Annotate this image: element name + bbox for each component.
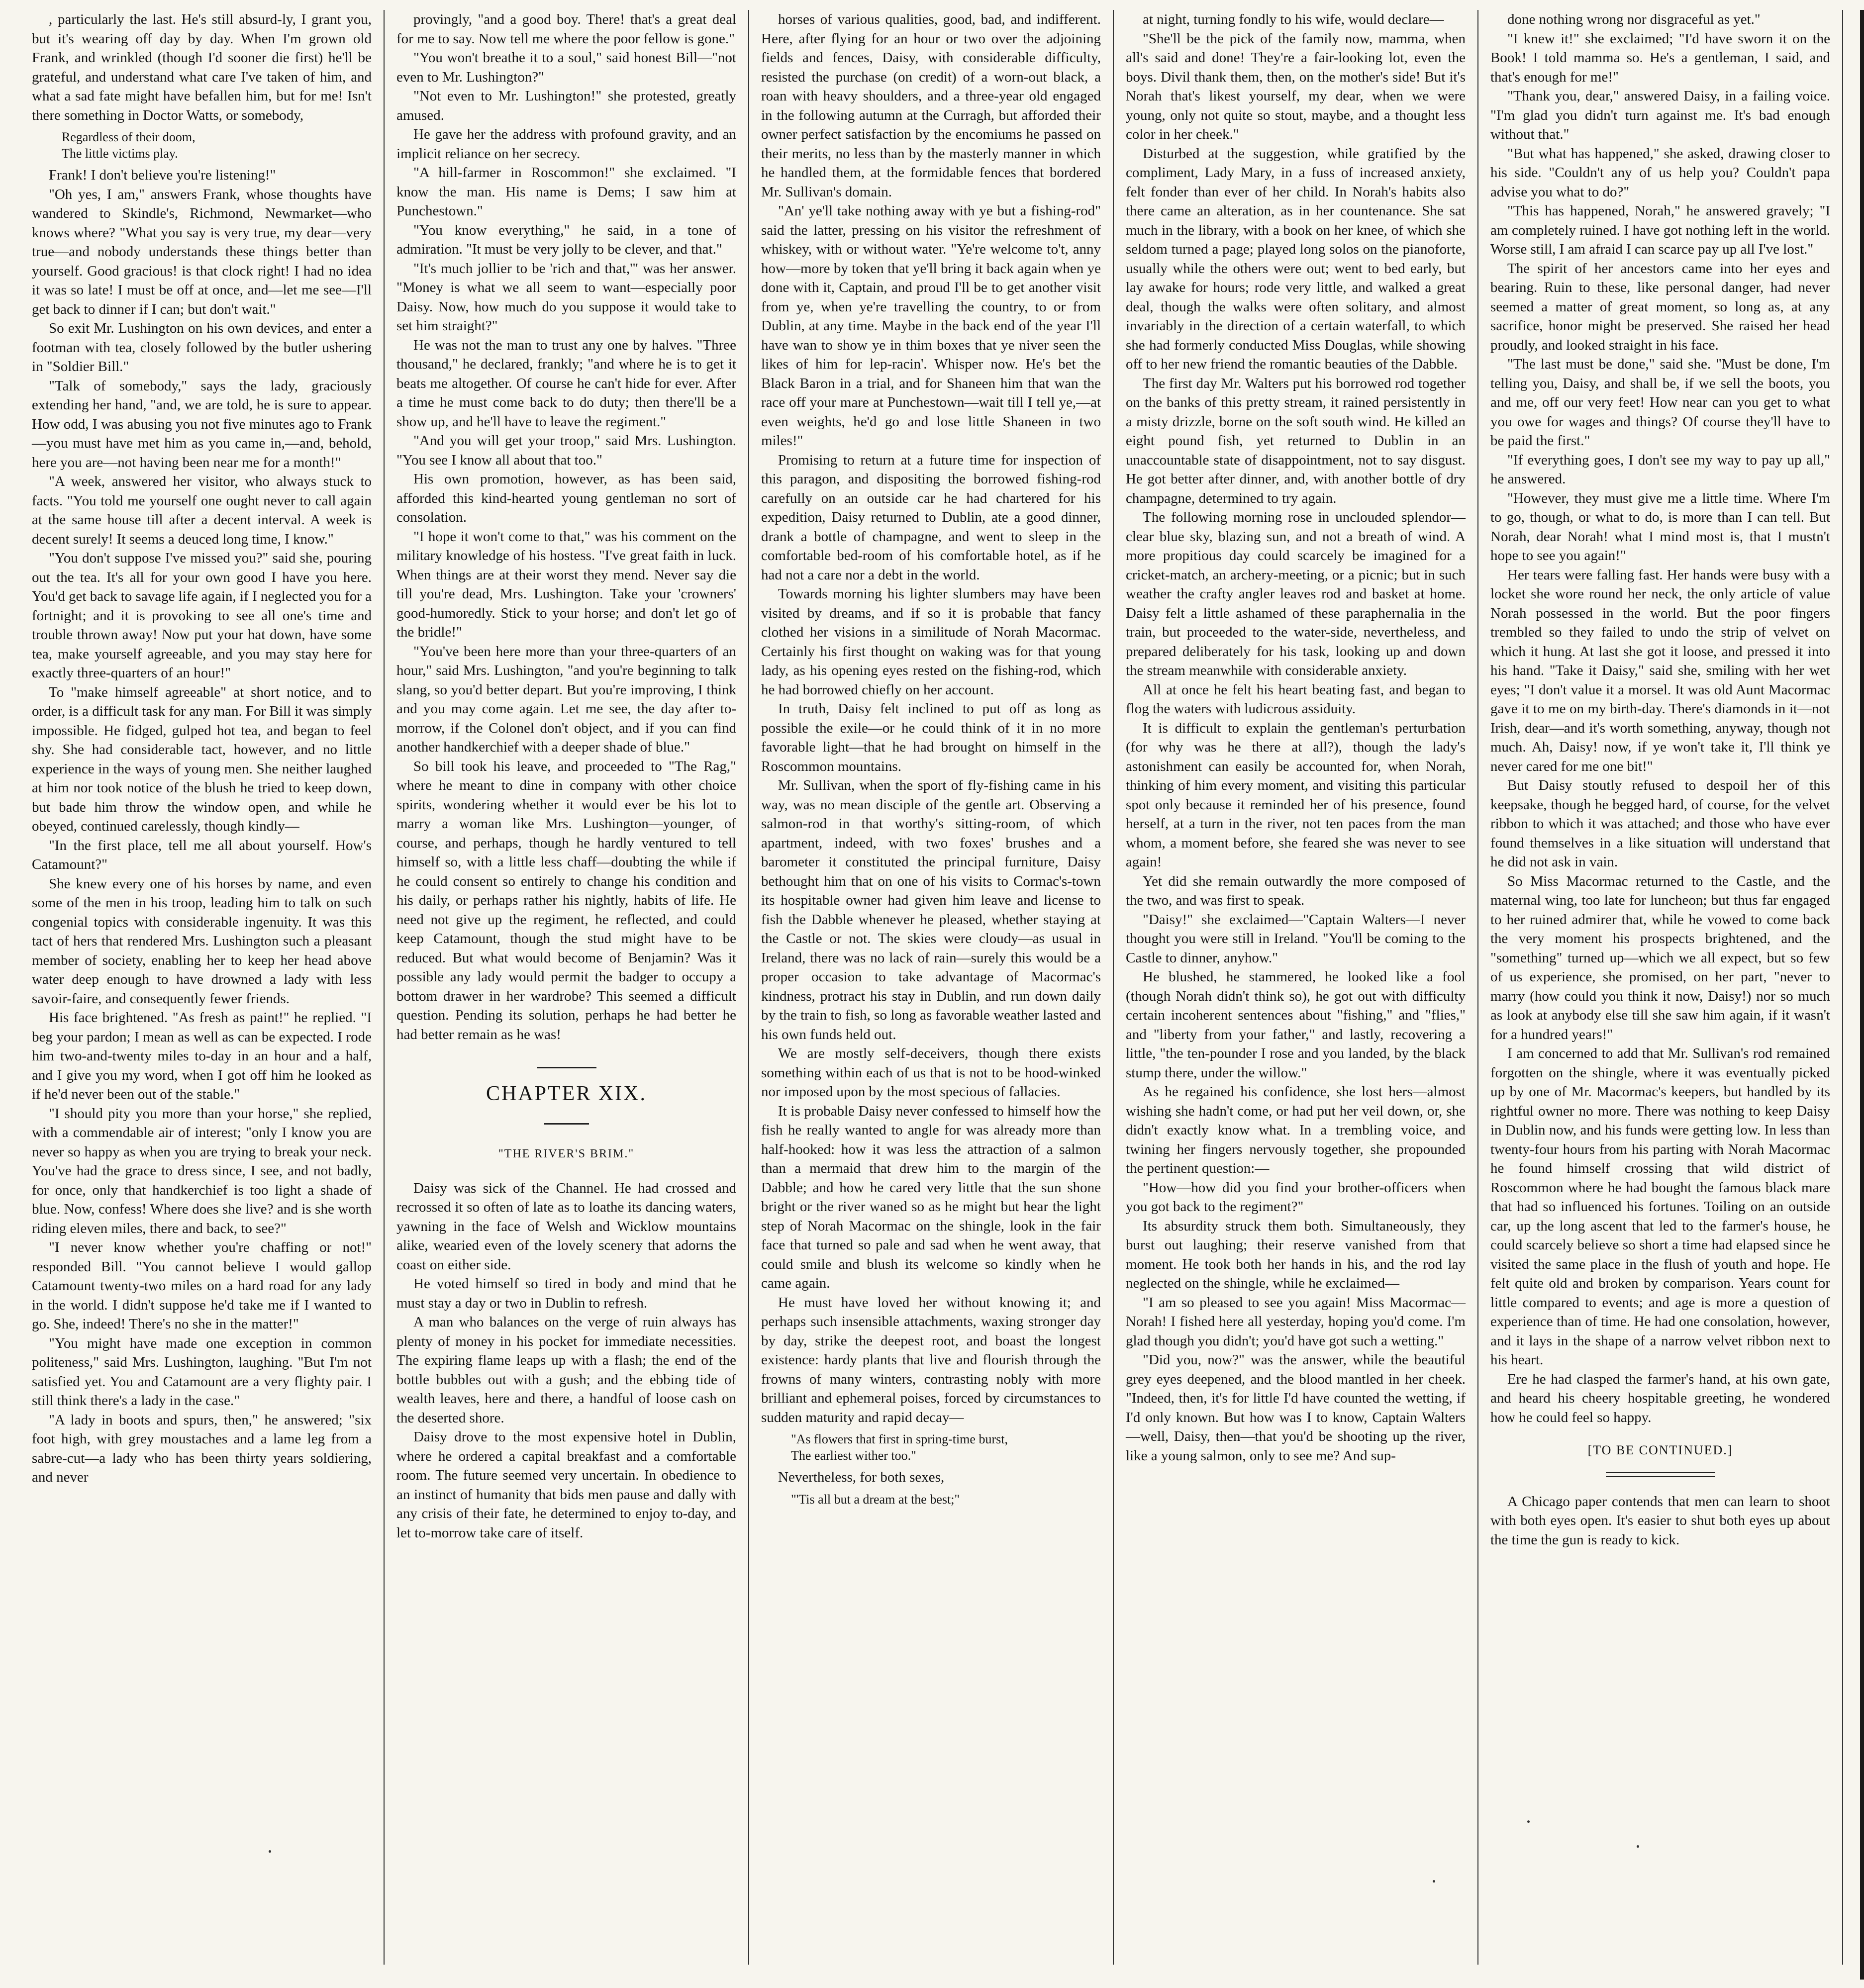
paragraph: As he regained his confidence, she lost hers—almost wishing she hadn't come, or had put her veil down, or, she didn't exactly know what. In a trembling voice, and twining her fingers nervously together, she propounded the pertinent question:— xyxy=(1126,1084,1466,1176)
paragraph: "I hope it won't come to that," was his comment on the military knowledge of his hostess. "I've great faith in luck. When things are at their worst they mend. Never say die till you're dead, Mrs. Lushington. Take your 'crowners' good-humoredly. Stick to your horse; and don't let go of the bridle!" xyxy=(396,528,736,640)
paragraph: Mr. Sullivan, when the sport of fly-fishing came in his way, was no mean disciple of the gentle art. Observing a salmon-rod in that worthy's sitting-room, of which apartment, indeed, with two foxes' brushes and a barometer it constituted the principal furniture, Daisy bethought him that on one of his visits to Cormac's-town its hospitable owner had given him leave and license to fish the Dabble whenever he pleased, whether staying at the Castle or not. The skies were cloudy—as usual in Ireland, there was no lack of rain—surely this would be a proper occasion to take advantage of Macormac's kindness, protract his stay in Dublin, and run down daily by the train to fish, so long as favorable weather lasted and his own funds held out. xyxy=(761,777,1101,1042)
paragraph: "She'll be the pick of the family now, mamma, when all's said and done! They're a fair-looking lot, even the boys. Divil thank them, then, on the mother's side! But it's Norah that's likest yourself, my dear, when we were young, only not quite so stout, maybe, and a thought less color in her cheek." xyxy=(1126,30,1466,142)
paragraph: "In the first place, tell me all about yourself. How's Catamount?" xyxy=(32,837,372,872)
paragraph: "But what has happened," she asked, drawing closer to his side. "Couldn't any of us help you? Couldn't papa advise you what to do?" xyxy=(1490,145,1830,200)
column-2 xyxy=(385,10,749,1965)
paragraph: "An' ye'll take nothing away with ye but a fishing-rod" said the latter, pressing on his visitor the refreshment of whiskey, with or without water. "Ye're welcome to't, anny how—more by token that ye'll bring it back again when ye done with it, Captain, and proud I'll be to get another visit from ye, when ye're travelling the country, to or from Dublin, at any time. Maybe in the back end of the year I'll have wan to show ye in thim boxes that ye niver seen the likes of him for lep-racin'. Whisper now. He's bet the Black Baron in a trial, and for Shaneen him that wan the race off your mare at Punchestown—wait till I tell ye,—at even weights, he'd go and lose little Shaneen in two miles!" xyxy=(761,203,1101,449)
col1-paras xyxy=(32,10,372,125)
paragraph: provingly, "and a good boy. There! that's a great deal for me to say. Now tell me where the poor fellow is gone." xyxy=(396,11,736,47)
paragraph: But Daisy stoutly refused to despoil her of this keepsake, though he begged hard, of course, for the velvet ribbon to which it was attached; and those who have ever found themselves in a like situation will understand that he did not ask in vain. xyxy=(1490,777,1830,870)
print-speck xyxy=(1637,1845,1639,1848)
verse-block xyxy=(791,1431,1101,1464)
paragraph: "I knew it!" she exclaimed; "I'd have sworn it on the Book! I told mamma so. He's a gentleman, I said, and that's enough for me!" xyxy=(1490,30,1830,85)
paragraph: "This has happened, Norah," he answered gravely; "I am completely ruined. I have got nothing left in the world. Worse still, I am afraid I can scarce pay up all I've lost." xyxy=(1490,203,1830,257)
paragraph: Daisy was sick of the Channel. He had crossed and recrossed it so often of late as to loathe its dancing waters, yawning in the face of Welsh and Wicklow mountains alike, wearied even of the lovely scenery that adorns the coast on either side. xyxy=(396,1180,736,1273)
paragraph: "Oh yes, I am," answers Frank, whose thoughts have wandered to Skindle's, Richmond, Newmarket—who knows where? "What you say is very true, my dear—very true—and nobody understands these things better than yourself. Good gracious! is that clock right! I had no idea it was so late! I must be off at once, and—let me see—I'll get back to dinner if I can; but don't wait." xyxy=(32,186,372,317)
paragraph: Towards morning his lighter slumbers may have been visited by dreams, and if so it is probable that fancy clothed her visions in a similitude of Norah Macormac. Certainly his first thought on waking was for that young lady, as his opening eyes rested on the fishing-rod, which he had borrowed chiefly on her account. xyxy=(761,586,1101,698)
chapter-title: CHAPTER XIX. xyxy=(486,1082,647,1105)
column-1 xyxy=(20,10,385,1965)
filler-paragraph: A Chicago paper contends that men can learn to shoot with both eyes open. It's easier to shut both eyes up about the time the gun is ready to kick. xyxy=(1490,1493,1830,1548)
paragraph: "You've been here more than your three-quarters of an hour," said Mrs. Lushington, "and you're beginning to talk slang, so you'd better depart. But you're improving, I think and you may come again. Let me see, the day after to-morrow, if the Colonel don't object, and if you can find another handkerchief with a deeper shade of blue." xyxy=(396,643,736,755)
paragraph: "You don't suppose I've missed you?" said she, pouring out the tea. It's all for your own good I have you here. You'd get back to savage life again, if I neglected you for a fortnight; and it is provoking to see all one's time and trouble thrown away! Now put your hat down, have some tea, make yourself agreeable, and you may stay here for exactly three-quarters of an hour!" xyxy=(32,550,372,681)
paragraph: "Did you, now?" was the answer, while the beautiful grey eyes deepened, and the blood mantled in her cheek. "Indeed, then, it's for little I'd have counted the wetting, if I'd only known. But how was I to know, Captain Walters—well, Daisy, then—that you'd be shooting up the river, like a young salmon, only to see me? And sup- xyxy=(1126,1352,1466,1464)
paragraph: Frank! I don't believe you're listening!" xyxy=(49,167,276,183)
paragraph: "And you will get your troop," said Mrs. Lushington. "You see I know all about that too." xyxy=(396,433,736,468)
paragraph: "Daisy!" she exclaimed—"Captain Walters—I never thought you were still in Ireland. "You'll be coming to the Castle to dinner, anyhow." xyxy=(1126,911,1466,966)
col2-paras-continued xyxy=(396,1179,736,1543)
paragraph: at night, turning fondly to his wife, would declare— xyxy=(1143,11,1444,27)
paragraph: He must have loved her without knowing it; and perhaps such insensible attachments, waxing stronger day by day, strike the deepest root, and boast the longest existence: hardy plants that live and flourish through the frowns of many winters, contrasting nobly with more brilliant and ephemeral poises, forced by circumstances to sudden maturity and rapid decay— xyxy=(761,1294,1101,1425)
paragraph: "I am so pleased to see you again! Miss Macormac—Norah! I fished here all yesterday, hoping you'd come. I'm glad though you didn't; you'd have got such a wetting." xyxy=(1126,1294,1466,1349)
verse-line: Regardless of their doom, xyxy=(62,130,196,144)
paragraph: done nothing wrong nor disgraceful as yet." xyxy=(1507,11,1761,27)
paragraph: Ere he had clasped the farmer's hand, at his own gate, and heard his cheery hospitable greeting, he wondered how he could feel so happy. xyxy=(1490,1371,1830,1425)
to-be-continued: [TO BE CONTINUED.] xyxy=(1587,1443,1733,1457)
verse-line: The little victims play. xyxy=(62,146,178,161)
paragraph: "I should pity you more than your horse," she replied, with a commendable air of interest; "only I know you are never so happy as when you are trying to break your neck. You've had the grace to dress since, I see, and not badly, for once, only that handkerchief is too light a shade of blue. Now, confess! Where does she live? and is she worth riding eleven miles, there and back, to see?" xyxy=(32,1105,372,1236)
paragraph: His face brightened. "As fresh as paint!" he replied. "I beg your pardon; I mean as well as can be expected. I rode him two-and-twenty miles to-day in an hour and a half, and I give you my word, when I got off him he looked as if he'd never been out of the stable." xyxy=(32,1010,372,1102)
col2-paras xyxy=(396,10,736,1044)
paragraph: A man who balances on the verge of ruin always has plenty of money in his pocket for immediate necessities. The expiring flame leaps up with a flash; the end of the bottle bubbles out with a gush; and the ebbing tide of wealth leaves, here and there, a handful of loose cash on the deserted shore. xyxy=(396,1314,736,1426)
paragraph: "A lady in boots and spurs, then," he answered; "six foot high, with grey moustaches and a lame leg from a sabre-cut—a lady who has been thirty years soldiering, and never xyxy=(32,1412,372,1485)
verse-block-2 xyxy=(791,1491,1101,1508)
paragraph: "Thank you, dear," answered Daisy, in a failing voice. "I'm glad you didn't turn against me. It's bad enough without that." xyxy=(1490,88,1830,142)
col4-paras xyxy=(1126,10,1466,1465)
paragraph: "A hill-farmer in Roscommon!" she exclaimed. "I know the man. His name is Dems; I saw him at Punchestown." xyxy=(396,165,736,219)
paragraph: , particularly the last. He's still absurd-ly, I grant you, but it's wearing off day by day. When I'm grown old Frank, and wrinkled (though I'd sooner die first) he'll be grateful, and understand what care I've taken of him, and what a sad fate might have befallen him, but for me! Isn't there something in Doctor Watts, or somebody, xyxy=(32,11,372,123)
paragraph: It is probable Daisy never confessed to himself how the fish he really wanted to angle for was already more than half-hooked: how it was less the attraction of a salmon than a mermaid that drew him to the margin of the Dabble; and how he cared very little that the sun shone bright or the river waned so as he might but hear the light step of Norah Macormac on the shingle, look in the fair face that turned so pale and sad when he went away, that could smile and blush its welcome so kindly when he came again. xyxy=(761,1103,1101,1291)
paragraph: "You know everything," he said, in a tone of admiration. "It must be very jolly to be clever, and that." xyxy=(396,222,736,257)
paragraph: Disturbed at the suggestion, while gratified by the compliment, Lady Mary, in a fuss of increased anxiety, felt fonder than ever of her child. In Norah's habits also there came an alteration, as in her countenance. She sat much in the library, with a book on her knee, of which she seldom turned a page; played long solos on the pianoforte, usually while the others were out; went to bed early, but lay awake for hours; rode very little, and walked a great deal, though the walks were often solitary, and almost invariably in the direction of a certain waterfall, to which she had formerly conducted Miss Douglas, while showing off to her new friend the romantic beauties of the Dabble. xyxy=(1126,145,1466,372)
chapter-rule xyxy=(544,1123,589,1125)
verse-line: "'Tis all but a dream at the best;" xyxy=(791,1492,960,1507)
paragraph: So Miss Macormac returned to the Castle, and the maternal wing, too late for luncheon; but thus far engaged to her ruined admirer that, while he vowed to come back the very moment his prospects brightened, and the "something" turned up—which we all expect, but so few of us experience, she promised, on her part, "never to marry (how could you think it now, Daisy!) nor so much as look at anybody else till she saw him again, if it wasn't for a hundred years!" xyxy=(1490,873,1830,1042)
print-speck xyxy=(269,1850,271,1853)
paragraph: "The last must be done," said she. "Must be done, I'm telling you, Daisy, and shall be, if we sell the boots, you and me, off our very feet! How near can you get to what you owe for wages and things? Of course they'll have to be paid the first." xyxy=(1490,356,1830,449)
col1-paras-continued xyxy=(32,166,372,1487)
paragraph: He gave her the address with profound gravity, and an implicit reliance on her secrecy. xyxy=(396,126,736,162)
paragraph: "How—how did you find your brother-officers when you got back to the regiment?" xyxy=(1126,1179,1466,1215)
verse-block xyxy=(62,129,372,162)
paragraph: So bill took his leave, and proceeded to "The Rag," where he meant to dine in company with other choice spirits, wondering whether it would ever be his lot to marry a woman like Mrs. Lushington—younger, of course, and perhaps, though he hardly ventured to tell himself so, with a little less chaff—doubting the while if he could consent so entirely to change his condition and his daily, or perhaps rather his nightly, habits of life. He need not give up the regiment, he reflected, and could keep Catamount, though the stud might have to be reduced. But what would become of Benjamin? Was it possible any lady would permit the badger to occupy a bottom drawer in her wardrobe? This seemed a difficult question. Pending its solution, perhaps he had better he had better remain as he was! xyxy=(396,758,736,1042)
paragraph: Its absurdity struck them both. Simultaneously, they burst out laughing; their reserve vanished from that moment. He took both her hands in his, and the rod lay neglected on the shingle, while he exclaimed— xyxy=(1126,1218,1466,1291)
paragraph: "Talk of somebody," says the lady, graciously extending her hand, "and, we are told, he is sure to appear. How odd, I was abusing you not five minutes ago to Frank—you must have met him as you came in,—and, behold, here you are—not having been near me for a month!" xyxy=(32,378,372,471)
section-divider xyxy=(1606,1472,1715,1477)
chapter-subtitle: "THE RIVER'S BRIM." xyxy=(498,1147,635,1160)
paragraph: The spirit of her ancestors came into her eyes and bearing. Ruin to these, like personal danger, had never seemed a matter of great moment, so long as, at any sacrifice, honor might be preserved. She raised her head proudly, and looked straight in his face. xyxy=(1490,260,1830,353)
paragraph: "It's much jollier to be 'rich and that,'" was her answer. "Money is what we all seem to want—especially poor Daisy. Now, how much do you suppose it would take to set him straight?" xyxy=(396,260,736,334)
paragraph: To "make himself agreeable" at short notice, and to order, is a difficult task for any man. For Bill it was simply impossible. He fidged, gulped hot tea, and began to feel shy. She had considerable tact, however, and no little experience in the ways of young men. She neither laughed at him nor took notice of the blush he tried to keep down, but bade him throw the window open, and while he obeyed, continued carelessly, though kindly— xyxy=(32,684,372,834)
paragraph: He was not the man to trust any one by halves. "Three thousand," he declared, frankly; "and where he is to get it beats me altogether. Of course he can't hide for ever. After a time he must come back to do duty; then there'll be a show up, and he'll have to leave the regiment." xyxy=(396,337,736,430)
verse-line: The earliest wither too." xyxy=(791,1448,916,1463)
paragraph: "You won't breathe it to a soul," said honest Bill—"not even to Mr. Lushington?" xyxy=(396,50,736,85)
column-3 xyxy=(749,10,1114,1965)
paragraph: horses of various qualities, good, bad, and indifferent. Here, after flying for an hour or two over the adjoining fields and fences, Daisy, with considerable difficulty, resisted the purchase (on credit) of a worn-out black, a roan with heavy shoulders, and a three-year old engaged in the following autumn at the Curragh, but afforded their owner perfect satisfaction by the encomiums he passed on their merits, no less than by the masterly manner in which he handled them, at the formidable fences that bordered Mr. Sullivan's domain. xyxy=(761,11,1101,200)
paragraph: In truth, Daisy felt inclined to put off as long as possible the exile—or he could think of it in no more favorable light—that he had brought on himself in the Roscommon mountains. xyxy=(761,701,1101,774)
chapter-heading xyxy=(396,1067,736,1164)
page-edge-shadow xyxy=(1860,10,1864,1980)
col3-paras-continued xyxy=(761,1468,1101,1487)
paragraph: She knew every one of his horses by name, and even some of the men in his troop, leading him to talk on such congenial topics with considerable ingenuity. It was this tact of hers that rendered Mrs. Lushington such a pleasant member of society, enabling her to keep her head above water deep enough to have drowned a lady with less savoir-faire, and consequently fewer friends. xyxy=(32,875,372,1007)
paragraph: "A week, answered her visitor, who always stuck to facts. "You told me yourself one ought never to call again at the same house till after a decent interval. A week is decent surely! It seems a deuced long time, I know." xyxy=(32,473,372,547)
paragraph: "You might have made one exception in common politeness," said Mrs. Lushington, laughing. "But I'm not satisfied yet. You and Catamount are a very flighty pair. I still think there's a lady in the case." xyxy=(32,1335,372,1409)
paragraph: He blushed, he stammered, he looked like a fool (though Norah didn't think so), he got out with difficulty certain incoherent sentences about "fishing," and "flies," and "liberty from your father," and lastly, recovering a little, "the ten-pounder I rose and you landed, by the black stump there, under the willow." xyxy=(1126,969,1466,1081)
col5-paras xyxy=(1490,10,1830,1427)
chapter-ornament xyxy=(537,1067,596,1068)
paragraph: Daisy drove to the most expensive hotel in Dublin, where he ordered a capital breakfast and a comfortable room. The future seemed very uncertain. In obedience to an instinct of humanity that bids men pause and dally with any crisis of their fate, he determined to enjoy to-day, and let to-morrow take care of itself. xyxy=(396,1429,736,1541)
paragraph: He voted himself so tired in body and mind that he must stay a day or two in Dublin to refresh. xyxy=(396,1276,736,1311)
paragraph: I am concerned to add that Mr. Sullivan's rod remained forgotten on the shingle, where it was eventually picked up by one of Mr. Macormac's keepers, but handled by its rightful owner no more. There was nothing to keep Daisy in Dublin now, and his funds were getting low. In less than twenty-four hours from his parting with Norah Macormac he found himself crossing that wild district of Roscommon where he had bought the famous black mare that had so influenced his fortunes. Toiling on an outside car, up the long ascent that led to the farmer's house, he could scarcely believe so short a time had elapsed since he visited the same place in the flush of youth and hope. He felt quite old and broken by comparison. Years count for little compared to events; and age is more a question of experience than of time. He had one consolation, however, and it lays in the shape of a narrow velvet ribbon next to his heart. xyxy=(1490,1045,1830,1368)
paragraph: "If everything goes, I don't see my way to pay up all," he answered. xyxy=(1490,452,1830,487)
paragraph: The following morning rose in unclouded splendor—clear blue sky, blazing sun, and not a breath of wind. A more propitious day could scarcely be imagined for a cricket-match, an archery-meeting, or a picnic; but in such weather the crafty angler leaves rod and basket at home. Daisy felt a little ashamed of these paraphernalia in the train, but proceeded to the water-side, nevertheless, and prepared deliberately for his task, looking up and down the stream meanwhile with considerable anxiety. xyxy=(1126,509,1466,678)
print-speck xyxy=(1433,1880,1435,1883)
col3-paras xyxy=(761,10,1101,1427)
paragraph: All at once he felt his heart beating fast, and began to flog the waters with ludicrous assiduity. xyxy=(1126,681,1466,717)
verse-line: "As flowers that first in spring-time burst, xyxy=(791,1432,1008,1446)
paragraph: It is difficult to explain the gentleman's perturbation (for why was he there at all?), though the lady's astonishment can easily be accounted for, when Norah, thinking of him every moment, and visiting this particular spot only because it reminded her of his presence, found herself, at a turn in the river, not ten paces from the man whom, a moment before, she feared she was never to see again! xyxy=(1126,720,1466,870)
paragraph: His own promotion, however, as has been said, afforded this kind-hearted young gentleman no sort of consolation. xyxy=(396,471,736,525)
column-5 xyxy=(1478,10,1843,1965)
paragraph: Her tears were falling fast. Her hands were busy with a locket she wore round her neck, the only article of value Norah possessed in the world. But the poor fingers trembled so they failed to undo the strip of velvet on which it hung. At last she got it loose, and pressed it into his hand. "Take it Daisy," said she, smiling with her wet eyes; "I don't value it a morsel. It was old Aunt Macormac gave it to me on my birth-day. There's diamonds in it—not Irish, dear—and it's worth something, anyway, though not much. Ah, Daisy! now, if ye won't take it, I'll think ye never cared for me one bit!" xyxy=(1490,567,1830,774)
paragraph: "However, they must give me a little time. Where I'm to go, though, or what to do, is more than I can tell. But Norah, dear Norah! what I mind most is, that I mustn't hope to see you again!" xyxy=(1490,490,1830,564)
paragraph: Promising to return at a future time for inspection of this paragon, and dispositing the borrowed fishing-rod carefully on an outside car he had chartered for his expedition, Daisy returned to Dublin, ate a good dinner, drank a bottle of champagne, and went to sleep in the comfortable bed-room of his comfortable hotel, as if he had not a care nor a debt in the world. xyxy=(761,452,1101,583)
paragraph: The first day Mr. Walters put his borrowed rod together on the banks of this pretty stream, it rained persistently in a misty drizzle, borne on the soft south wind. He killed an eight pound fish, yet returned to Dublin in an unaccountable state of disappointment, not to say disgust. He got better after dinner, and, with another bottle of dry champagne, determined to try again. xyxy=(1126,375,1466,506)
paragraph: "I never know whether you're chaffing or not!" responded Bill. "You cannot believe I would gallop Catamount twenty-two miles on a hard road for any lady in the world. I didn't suppose he'd take me if I wanted to go. She, indeed! There's no she in the matter!" xyxy=(32,1239,372,1332)
paragraph: Nevertheless, for both sexes, xyxy=(778,1469,945,1485)
paragraph: We are mostly self-deceivers, though there exists something within each of us that is not to be hood-winked nor imposed upon by the most specious of fallacies. xyxy=(761,1045,1101,1100)
print-speck xyxy=(1527,1820,1530,1823)
paragraph: Yet did she remain outwardly the more composed of the two, and was first to speak. xyxy=(1126,873,1466,908)
paragraph: "Not even to Mr. Lushington!" she protested, greatly amused. xyxy=(396,88,736,123)
column-4 xyxy=(1114,10,1478,1965)
paragraph: So exit Mr. Lushington on his own devices, and enter a footman with tea, closely followed by the butler ushering in "Soldier Bill." xyxy=(32,320,372,375)
